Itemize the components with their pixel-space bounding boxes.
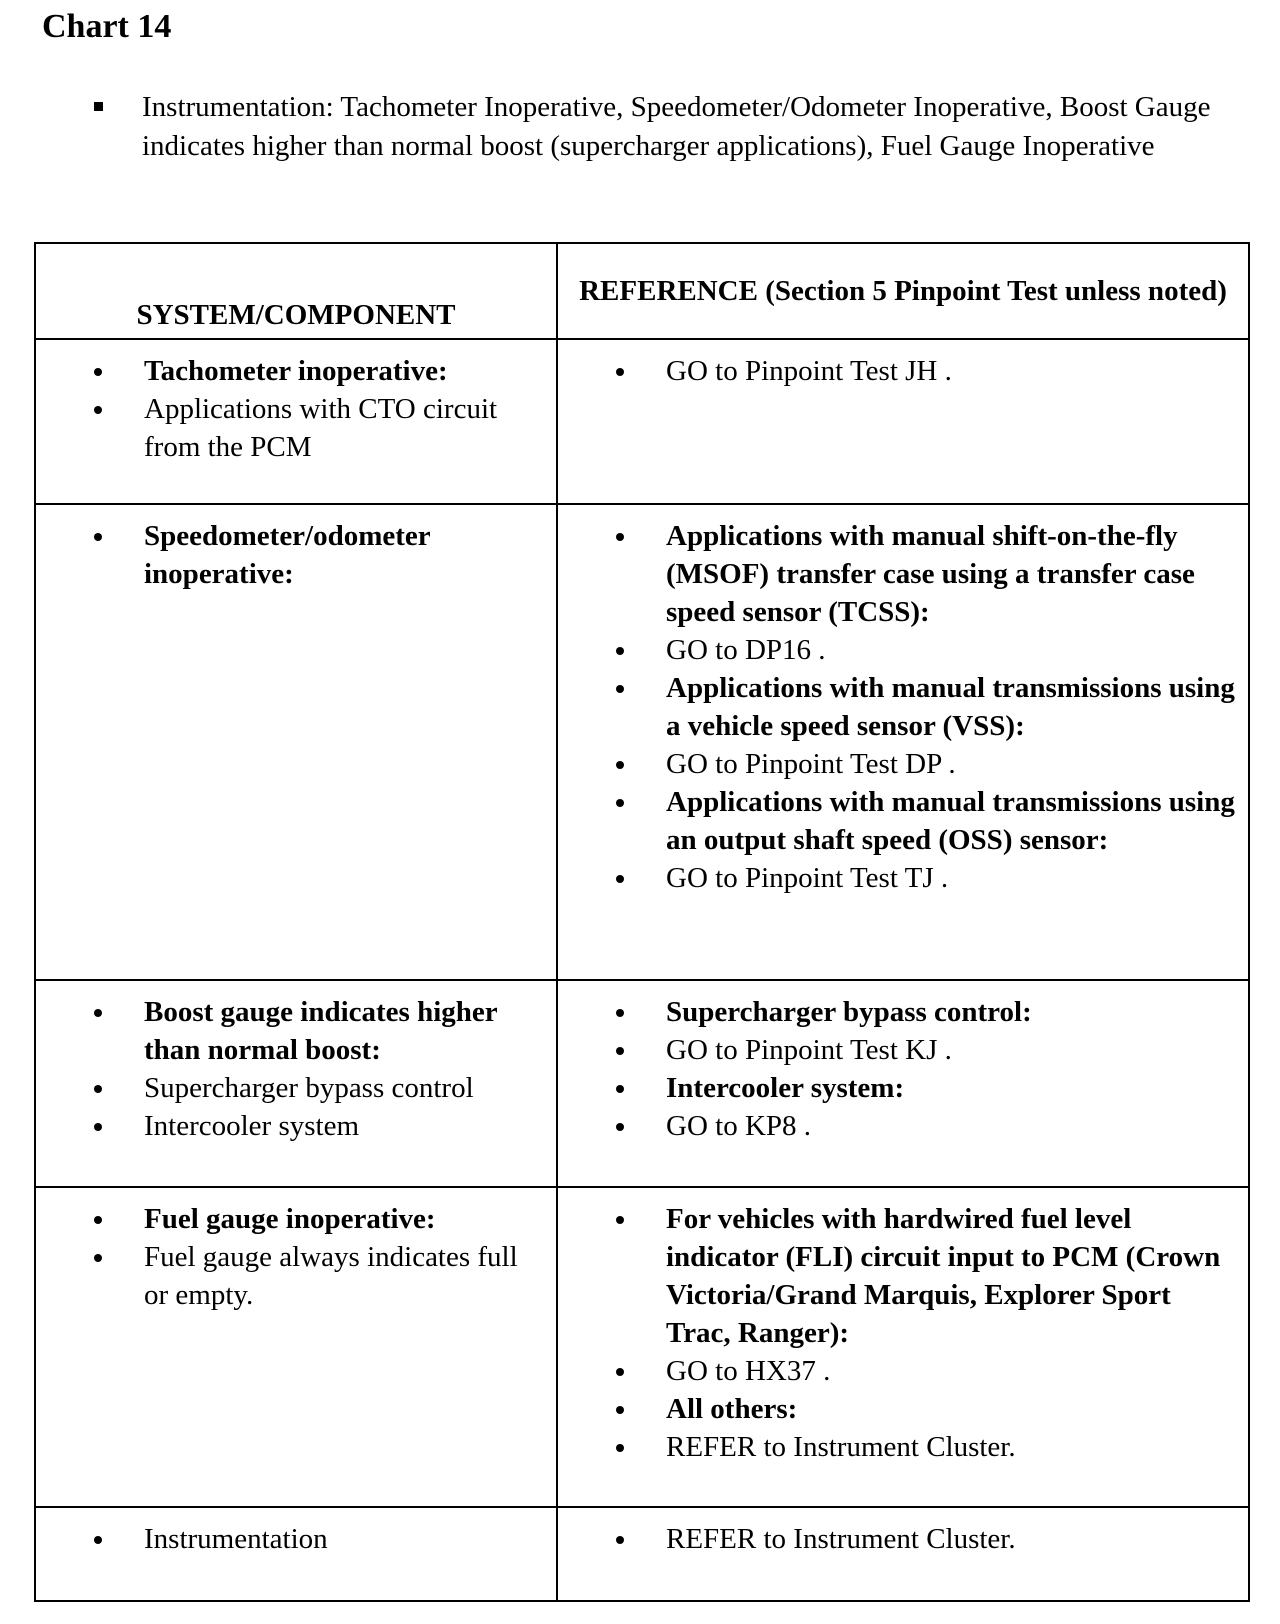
list-item: GO to KP8 . xyxy=(558,1107,1238,1145)
list-item: Intercooler system xyxy=(36,1107,546,1145)
list-item: REFER to Instrument Cluster. xyxy=(558,1520,1238,1558)
reference-list xyxy=(558,1188,1248,1476)
reference-cell xyxy=(557,1187,1249,1507)
list-item: GO to Pinpoint Test DP . xyxy=(558,745,1238,783)
reference-cell xyxy=(557,1507,1249,1601)
list-item: Supercharger bypass control: xyxy=(558,993,1238,1031)
reference-list xyxy=(558,1508,1248,1568)
list-item: Fuel gauge always indicates full or empty. xyxy=(36,1238,546,1314)
list-item: All others: xyxy=(558,1390,1238,1428)
table-row xyxy=(35,1507,1249,1601)
list-item: Applications with CTO circuit from the PCM xyxy=(36,390,546,466)
reference-cell xyxy=(557,339,1249,504)
list-item: GO to Pinpoint Test JH . xyxy=(558,352,1238,390)
list-item: Supercharger bypass control xyxy=(36,1069,546,1107)
system-cell xyxy=(35,504,557,980)
system-cell xyxy=(35,980,557,1187)
reference-list xyxy=(558,340,1248,400)
list-item: GO to HX37 . xyxy=(558,1352,1238,1390)
list-item: Instrumentation xyxy=(36,1520,546,1558)
list-item: REFER to Instrument Cluster. xyxy=(558,1428,1238,1466)
list-item: Applications with manual transmissions using a vehicle speed sensor (VSS): xyxy=(558,669,1238,745)
reference-cell xyxy=(557,504,1249,980)
system-list xyxy=(36,340,556,476)
header-system-component: SYSTEM/COMPONENT xyxy=(35,243,557,339)
system-list xyxy=(36,981,556,1155)
list-item: Boost gauge indicates higher than normal boost: xyxy=(36,993,546,1069)
chart-title: Chart 14 xyxy=(42,8,172,45)
header-reference: REFERENCE (Section 5 Pinpoint Test unless noted) xyxy=(557,243,1249,339)
square-bullet-icon xyxy=(94,102,103,111)
reference-list xyxy=(558,981,1248,1155)
list-item: Applications with manual shift-on-the-fly (MSOF) transfer case using a transfer case speed sensor (TCSS): xyxy=(558,517,1238,631)
list-item: GO to Pinpoint Test TJ . xyxy=(558,859,1238,897)
intro-bullet xyxy=(94,88,1244,166)
system-list xyxy=(36,505,556,603)
table-row xyxy=(35,339,1249,504)
system-cell xyxy=(35,1507,557,1601)
reference-cell xyxy=(557,980,1249,1187)
system-cell xyxy=(35,1187,557,1507)
list-item: Tachometer inoperative: xyxy=(36,352,546,390)
system-cell xyxy=(35,339,557,504)
table-header-row xyxy=(35,243,1249,339)
table-row xyxy=(35,504,1249,980)
list-item: Applications with manual transmissions using an output shaft speed (OSS) sensor: xyxy=(558,783,1238,859)
list-item: Intercooler system: xyxy=(558,1069,1238,1107)
table-row xyxy=(35,1187,1249,1507)
list-item: GO to Pinpoint Test KJ . xyxy=(558,1031,1238,1069)
diagnostic-table xyxy=(34,242,1250,1602)
list-item: Speedometer/odometer inoperative: xyxy=(36,517,546,593)
intro-text: Instrumentation: Tachometer Inoperative, Speedometer/Odometer Inoperative, Boost Gauge indicates higher than normal boost (supercharger applications), Fuel Gauge Inoperative xyxy=(142,91,1211,162)
list-item: GO to DP16 . xyxy=(558,631,1238,669)
list-item: For vehicles with hardwired fuel level indicator (FLI) circuit input to PCM (Crown Victoria/Grand Marquis, Explorer Sport Trac, Ranger): xyxy=(558,1200,1238,1352)
reference-list xyxy=(558,505,1248,907)
system-list xyxy=(36,1188,556,1324)
table-row xyxy=(35,980,1249,1187)
list-item: Fuel gauge inoperative: xyxy=(36,1200,546,1238)
system-list xyxy=(36,1508,556,1568)
